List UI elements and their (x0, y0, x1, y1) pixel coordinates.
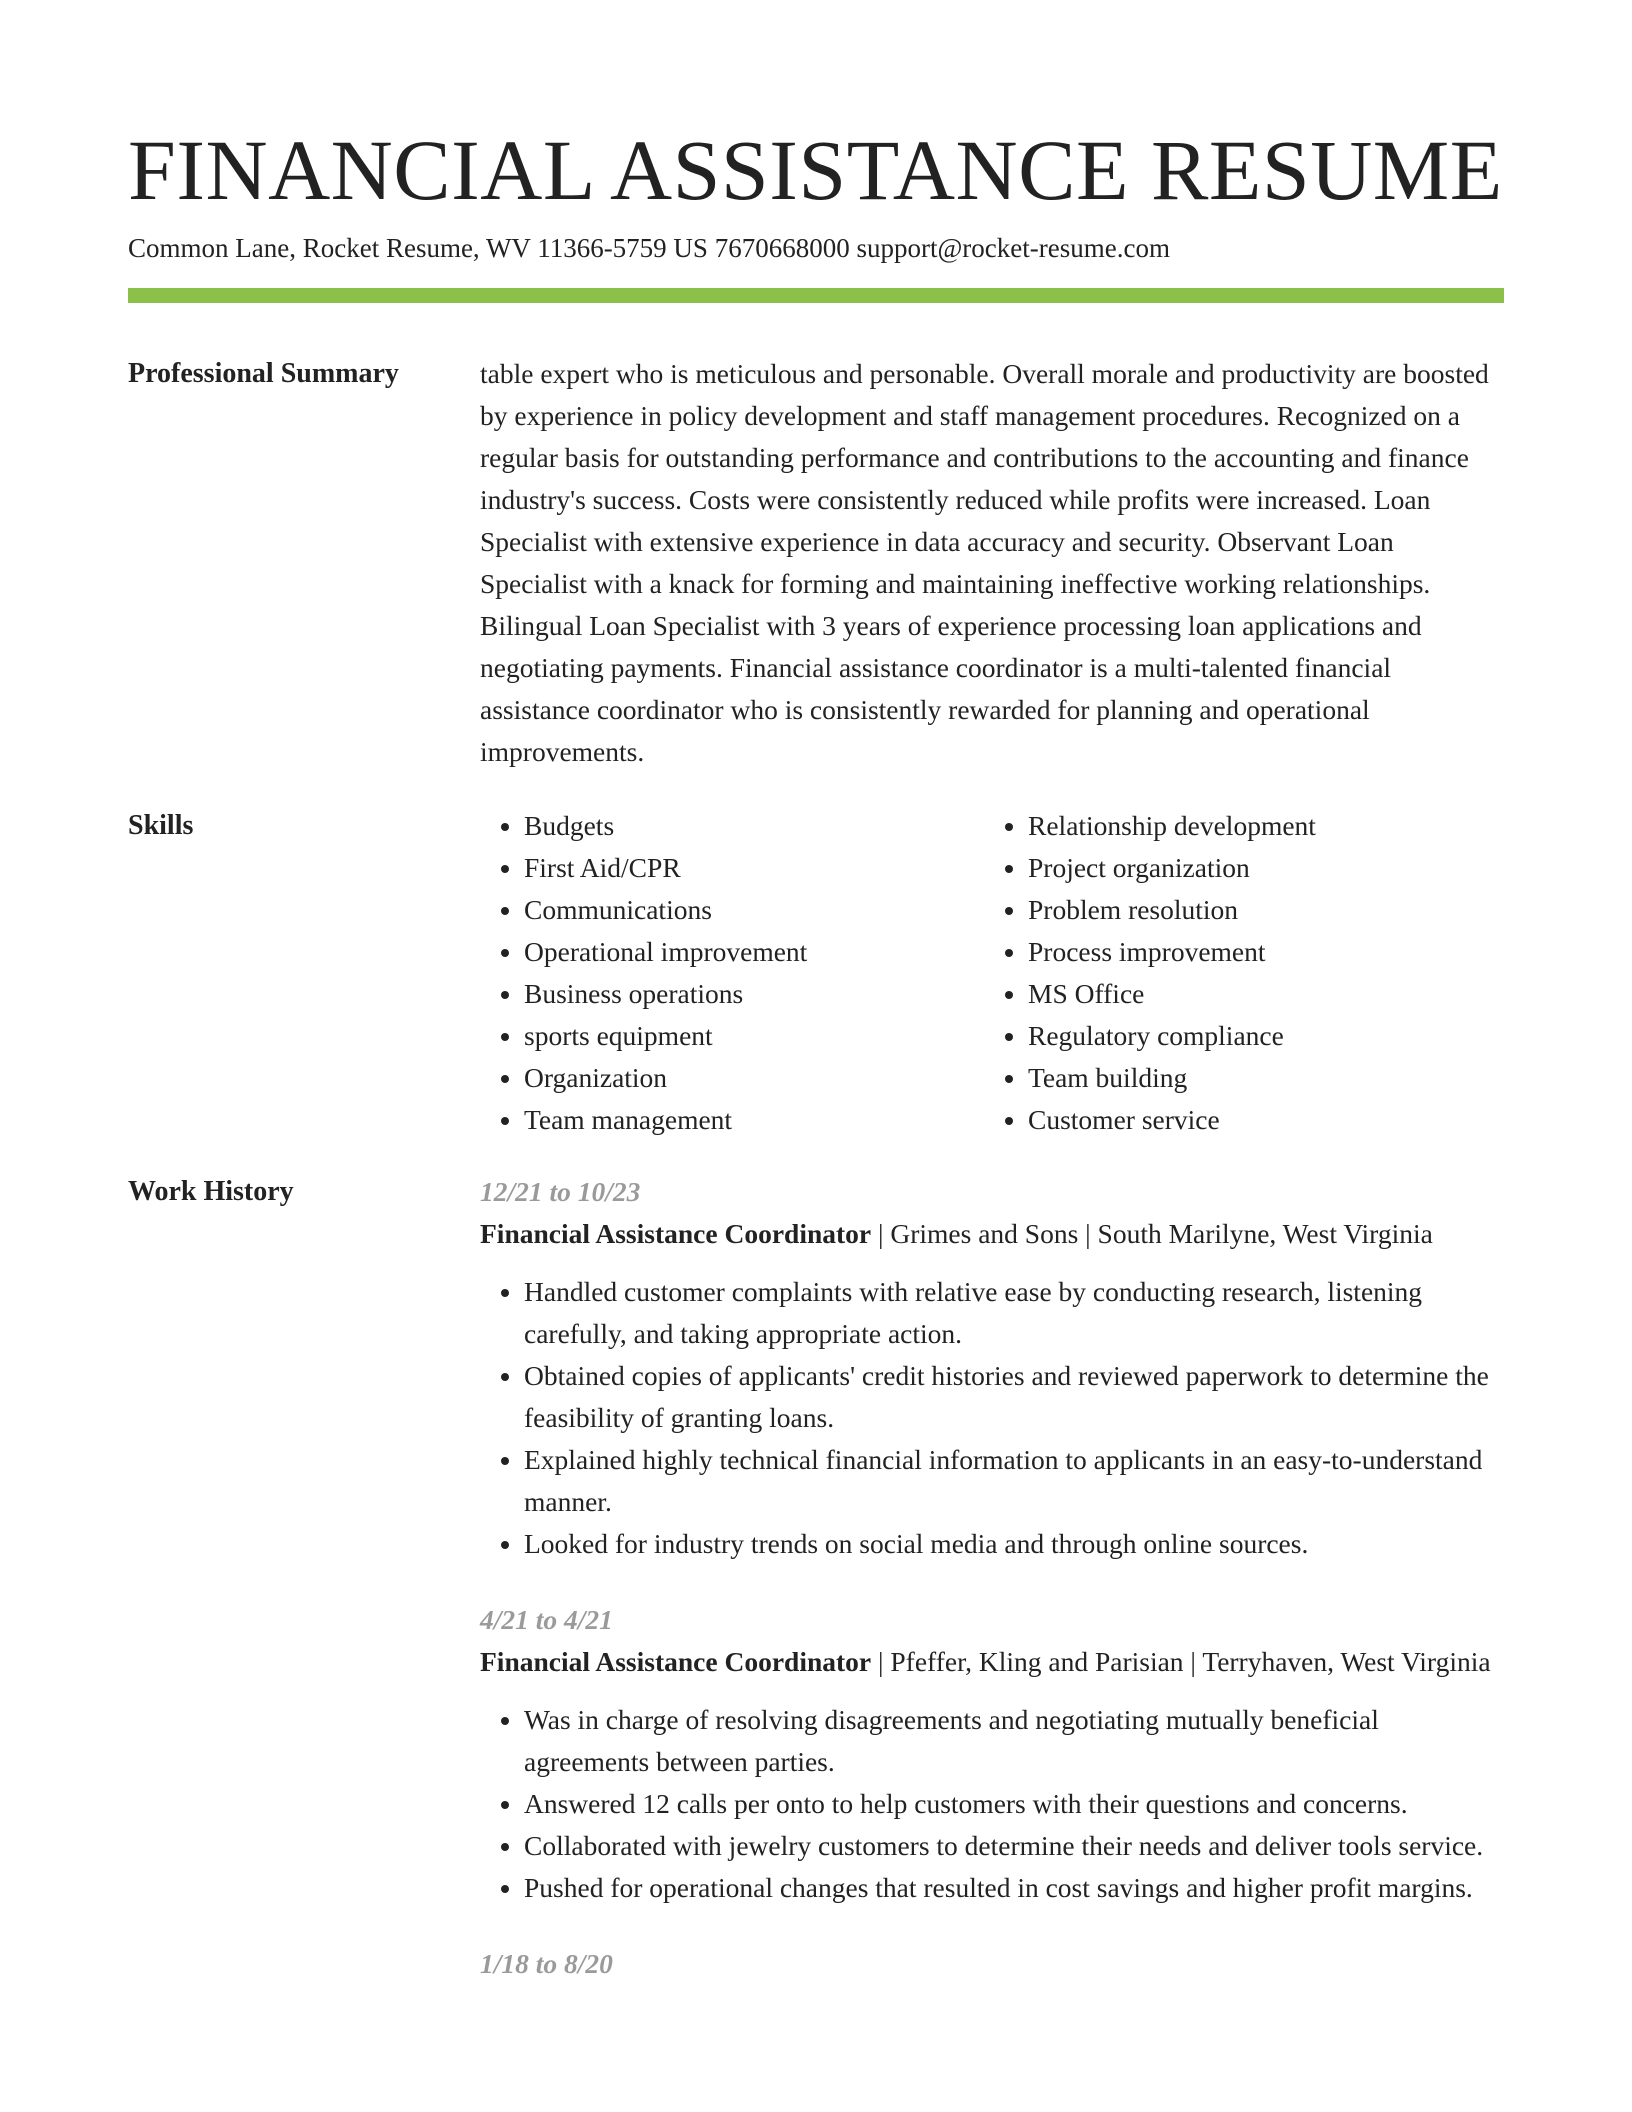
section-label-skills: Skills (128, 810, 194, 841)
work-history-body (480, 1171, 1504, 2019)
skills-list-left (480, 805, 984, 1141)
job-heading (480, 1641, 1504, 1683)
skill-item: • sports equipment (524, 1015, 984, 1057)
job-bullets (480, 1271, 1504, 1565)
job-entry (480, 1943, 1504, 1985)
job-heading (480, 1213, 1504, 1255)
skill-item: • Process improvement (1028, 931, 1488, 973)
skill-item: • Project organization (1028, 847, 1488, 889)
summary-text: table expert who is meticulous and personable. Overall morale and productivity are boosted by experience in policy development and staff management procedures. Recognized on a regular basis for outstanding performance and contributions to the accounting and finance industry's success. Costs were consistently reduced while profits were increased. Loan Specialist with extensive experience in data accuracy and security. Observant Loan Specialist with a knack for forming and maintaining ineffective working relationships. Bilingual Loan Specialist with 3 years of experience processing loan applications and negotiating payments. Financial assistance coordinator is a multi-talented financial assistance coordinator who is consistently rewarded for planning and operational improvements. (480, 358, 1489, 767)
resume-page (128, 120, 1504, 2019)
job-dates: 4/21 to 4/21 (480, 1604, 613, 1635)
job-bullet: • Collaborated with jewelry customers to determine their needs and deliver tools service. (524, 1825, 1504, 1867)
job-bullet: • Answered 12 calls per onto to help customers with their questions and concerns. (524, 1783, 1504, 1825)
skill-item: • Budgets (524, 805, 984, 847)
skill-item: • Business operations (524, 973, 984, 1015)
job-entry (480, 1599, 1504, 1909)
work-history-section (128, 1171, 1504, 2019)
job-employer-location: | Grimes and Sons | South Marilyne, West Virginia (871, 1218, 1433, 1249)
job-employer-location: | Pfeffer, Kling and Parisian | Terryhaven, West Virginia (871, 1646, 1491, 1677)
skill-item: • Regulatory compliance (1028, 1015, 1488, 1057)
job-bullet: • Pushed for operational changes that resulted in cost savings and higher profit margins. (524, 1867, 1504, 1909)
header-divider (128, 288, 1504, 303)
job-title: Financial Assistance Coordinator (480, 1218, 872, 1249)
contact-line: Common Lane, Rocket Resume, WV 11366-5759 US 7670668000 support@rocket-resume.com (128, 233, 1170, 263)
job-dates: 1/18 to 8/20 (480, 1948, 613, 1979)
skill-item: • Relationship development (1028, 805, 1488, 847)
job-bullet: • Explained highly technical financial information to applicants in an easy-to-understand manner. (524, 1439, 1504, 1523)
job-bullet: • Was in charge of resolving disagreements and negotiating mutually beneficial agreements between parties. (524, 1699, 1504, 1783)
skill-item: • Customer service (1028, 1099, 1488, 1141)
skills-columns (480, 805, 1504, 1141)
job-dates: 12/21 to 10/23 (480, 1176, 641, 1207)
skills-list-right (984, 805, 1488, 1141)
skill-item: • Communications (524, 889, 984, 931)
skill-item: • Organization (524, 1057, 984, 1099)
professional-summary-section (128, 353, 1504, 773)
skills-section (128, 805, 1504, 1141)
skill-item: • MS Office (1028, 973, 1488, 1015)
section-label-work: Work History (128, 1176, 294, 1207)
job-bullet: • Looked for industry trends on social media and through online sources. (524, 1523, 1504, 1565)
job-title: Financial Assistance Coordinator (480, 1646, 872, 1677)
job-bullet: • Handled customer complaints with relative ease by conducting research, listening carefully, and taking appropriate action. (524, 1271, 1504, 1355)
section-label-summary: Professional Summary (128, 358, 399, 389)
job-bullet: • Obtained copies of applicants' credit histories and reviewed paperwork to determine the feasibility of granting loans. (524, 1355, 1504, 1439)
summary-body (480, 353, 1504, 773)
skill-item: • Problem resolution (1028, 889, 1488, 931)
skill-item: • Operational improvement (524, 931, 984, 973)
skill-item: • Team building (1028, 1057, 1488, 1099)
skill-item: • First Aid/CPR (524, 847, 984, 889)
resume-title: FINANCIAL ASSISTANCE RESUME (128, 122, 1503, 218)
skill-item: • Team management (524, 1099, 984, 1141)
job-bullets (480, 1699, 1504, 1909)
job-entry (480, 1171, 1504, 1565)
